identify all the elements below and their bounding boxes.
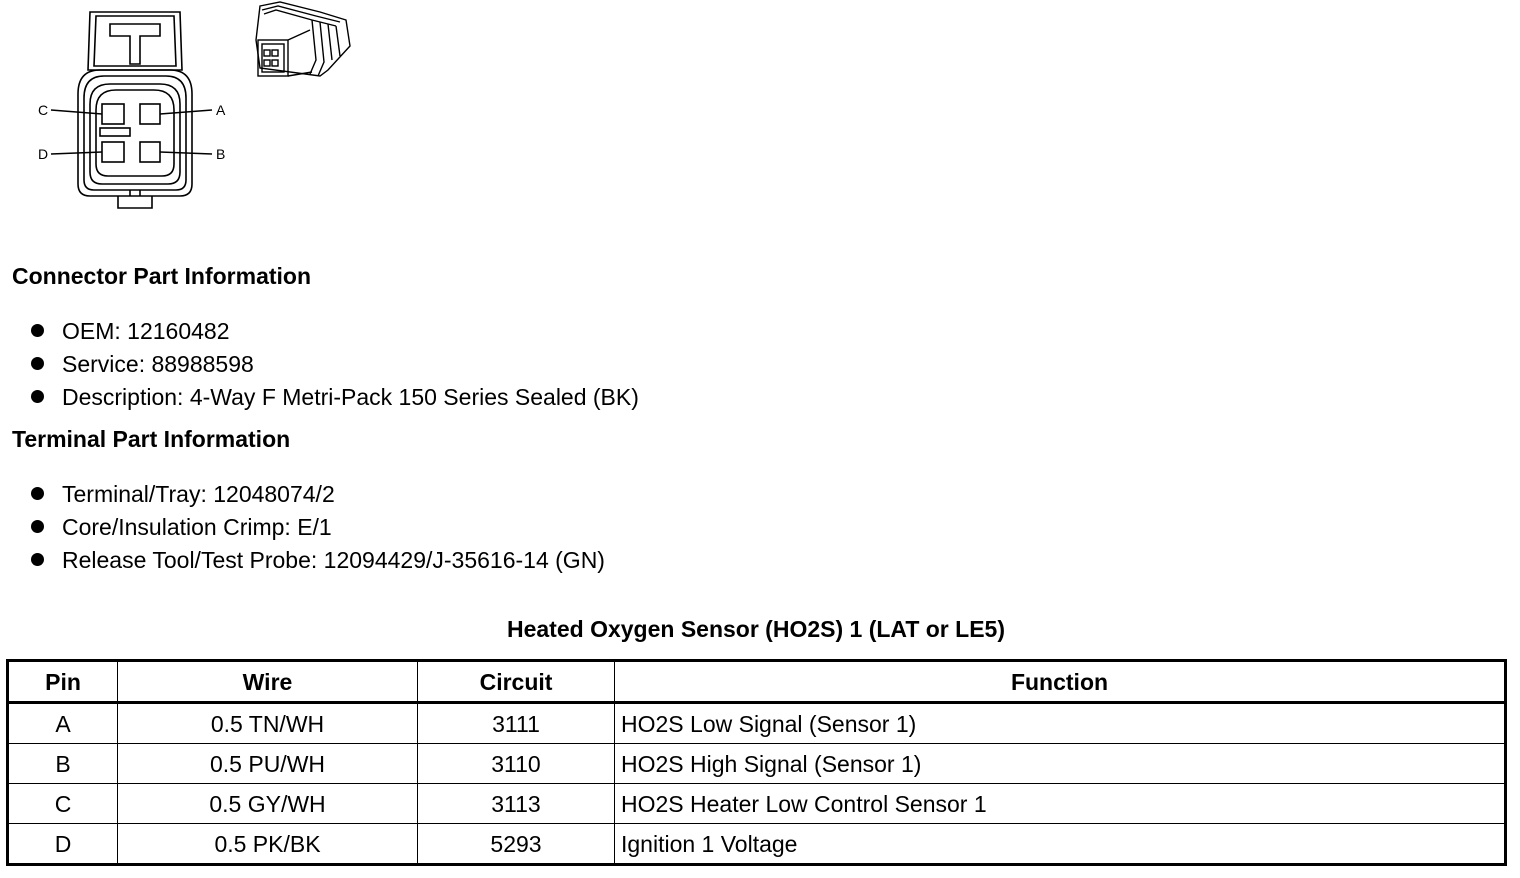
list-item	[30, 349, 639, 382]
list-item	[30, 316, 639, 349]
pinout-table-title: Heated Oxygen Sensor (HO2S) 1 (LAT or LE5)	[506, 616, 1005, 642]
table-row	[8, 824, 1506, 865]
table-row	[8, 784, 1506, 824]
column-header-function: Function	[615, 661, 1506, 703]
list-item-text: Description: 4-Way F Metri-Pack 150 Series Sealed (BK)	[62, 384, 639, 410]
cell-wire: 0.5 PK/BK	[118, 824, 418, 865]
cell-pin: D	[8, 824, 118, 865]
bullet-icon	[31, 553, 44, 566]
cell-function: HO2S Low Signal (Sensor 1)	[615, 703, 1506, 744]
bullet-icon	[31, 390, 44, 403]
list-item	[30, 512, 605, 545]
list-item	[30, 479, 605, 512]
list-item-text: Terminal/Tray: 12048074/2	[62, 481, 335, 507]
cell-wire: 0.5 GY/WH	[118, 784, 418, 824]
bullet-icon	[31, 520, 44, 533]
pin-label-a: A	[216, 102, 226, 118]
terminal-part-info-heading: Terminal Part Information	[12, 426, 291, 452]
cell-pin: B	[8, 744, 118, 784]
cell-function: HO2S High Signal (Sensor 1)	[615, 744, 1506, 784]
cell-circuit: 3110	[418, 744, 615, 784]
column-header-pin: Pin	[8, 661, 118, 703]
cell-wire: 0.5 TN/WH	[118, 703, 418, 744]
cell-pin: C	[8, 784, 118, 824]
pinout-table	[6, 659, 1507, 866]
cell-pin: A	[8, 703, 118, 744]
table-row	[8, 703, 1506, 744]
connector-face-diagram	[30, 4, 245, 214]
list-item-text: Core/Insulation Crimp: E/1	[62, 514, 332, 540]
cell-circuit: 3111	[418, 703, 615, 744]
pin-label-b: B	[216, 146, 226, 162]
list-item	[30, 382, 639, 415]
column-header-circuit: Circuit	[418, 661, 615, 703]
connector-part-info-list	[30, 316, 639, 415]
cell-wire: 0.5 PU/WH	[118, 744, 418, 784]
bullet-icon	[31, 357, 44, 370]
column-header-wire: Wire	[118, 661, 418, 703]
bullet-icon	[31, 324, 44, 337]
connector-isometric-diagram	[250, 0, 360, 85]
cell-circuit: 3113	[418, 784, 615, 824]
pin-label-d: D	[38, 146, 49, 162]
pin-label-c: C	[38, 102, 49, 118]
bullet-icon	[31, 487, 44, 500]
terminal-part-info-list	[30, 479, 605, 578]
list-item-text: Service: 88988598	[62, 351, 254, 377]
connector-part-info-heading: Connector Part Information	[12, 263, 312, 289]
cell-function: Ignition 1 Voltage	[615, 824, 1506, 865]
table-row	[8, 744, 1506, 784]
list-item-text: OEM: 12160482	[62, 318, 230, 344]
cell-circuit: 5293	[418, 824, 615, 865]
table-header-row	[8, 661, 1506, 703]
list-item-text: Release Tool/Test Probe: 12094429/J-35616-14 (GN)	[62, 547, 605, 573]
list-item	[30, 545, 605, 578]
cell-function: HO2S Heater Low Control Sensor 1	[615, 784, 1506, 824]
